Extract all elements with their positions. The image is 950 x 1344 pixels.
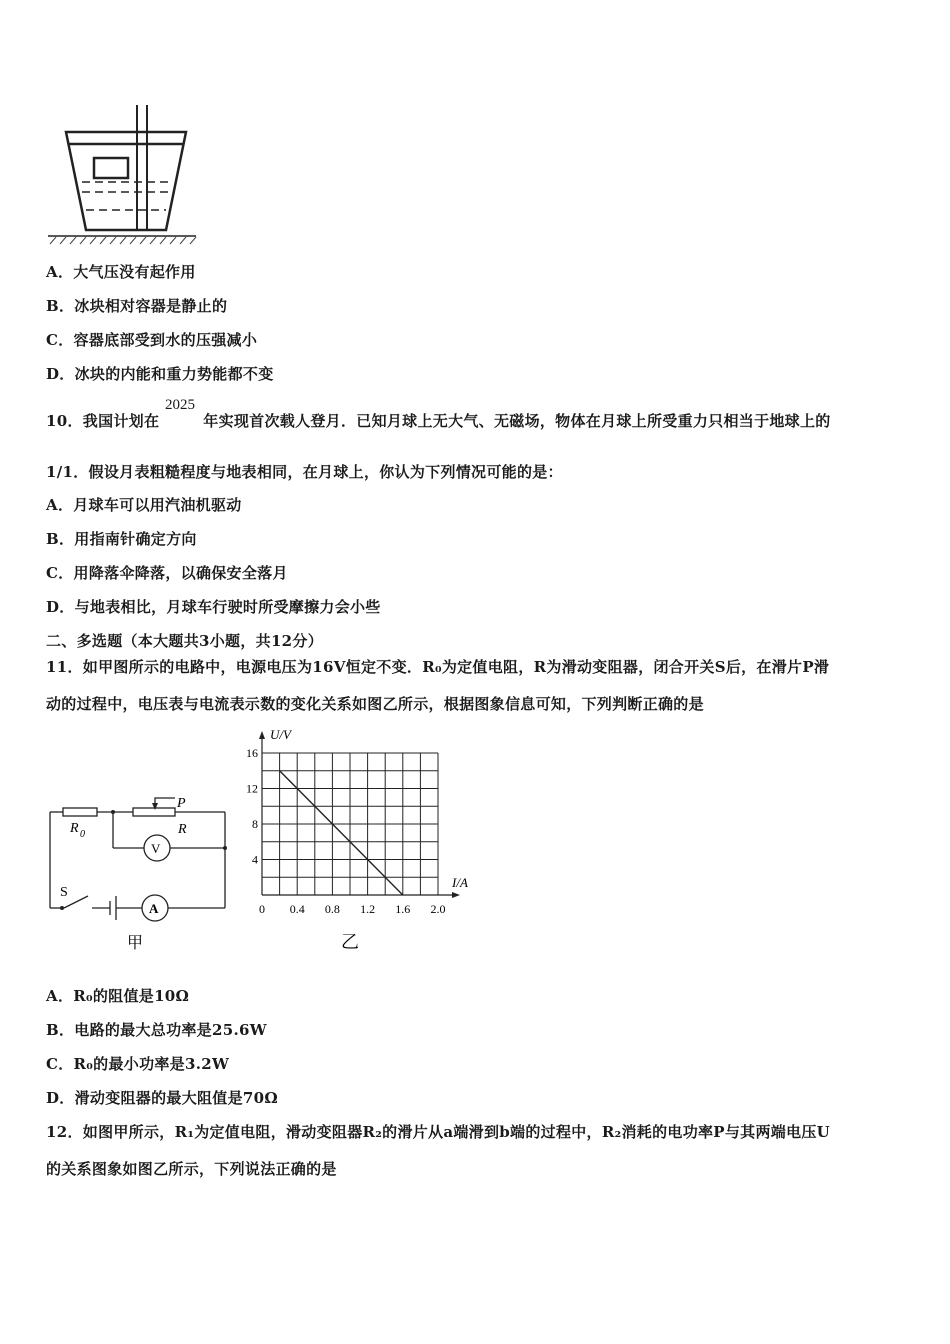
x-tick-label: 0.8 [324, 902, 340, 916]
q11-option-c: C．R₀的最小功率是3.2W [46, 1055, 230, 1073]
circuit-caption: 甲 [127, 935, 144, 952]
u-i-chart [230, 725, 480, 955]
q11-option-d: D．滑动变阻器的最大阻值是70Ω [46, 1089, 279, 1107]
q10-year: 2025 [165, 397, 195, 413]
r0-label: R [70, 821, 79, 836]
q9-option-a: A．大气压没有起作用 [46, 263, 196, 281]
q10-stem-prefix: 10．我国计划在 [46, 412, 160, 430]
q10-option-c: C．用降落伞降落，以确保安全落月 [46, 564, 288, 582]
y-tick-label: 4 [252, 852, 258, 867]
q11-stem-line1: 11．如甲图所示的电路中，电源电压为16V恒定不变．R₀为定值电阻，R为滑动变阻器，闭合开关S后，在滑片P滑 [46, 658, 830, 676]
y-tick-label: 12 [246, 781, 258, 796]
x-tick-label: 2.0 [430, 902, 446, 916]
q10-stem-suffix: 年实现首次载人登月．已知月球上无大气、无磁场，物体在月球上所受重力只相当于地球上的 [203, 412, 831, 430]
series-line [280, 771, 403, 895]
y-axis-arrow [259, 731, 265, 739]
ammeter-label: A [149, 901, 159, 916]
q11-option-b: B．电路的最大总功率是25.6W [46, 1021, 267, 1039]
y-tick-label: 16 [246, 746, 258, 760]
q9-option-b: B．冰块相对容器是静止的 [46, 297, 228, 315]
q10-stem-line1 [46, 410, 831, 431]
x-tick-label: 0 [259, 902, 265, 916]
x-tick-label: 1.2 [360, 902, 376, 916]
y-tick-label: 8 [252, 817, 258, 831]
q10-option-d: D．与地表相比，月球车行驶时所受摩擦力会小些 [46, 598, 381, 616]
slider-label: P [177, 796, 186, 811]
x-axis-label: I/A [452, 875, 468, 890]
q11-stem-line2: 动的过程中，电压表与电流表示数的变化关系如图乙所示，根据图象信息可知，下列判断正确的是 [46, 695, 704, 713]
q10-option-b: B．用指南针确定方向 [46, 530, 197, 548]
q11-option-a: A．R₀的阻值是10Ω [46, 987, 190, 1005]
q9-option-c: C．容器底部受到水的压强减小 [46, 331, 258, 349]
x-tick-label: 1.6 [395, 902, 411, 916]
q9-option-d: D．冰块的内能和重力势能都不变 [46, 365, 274, 383]
circuit-diagram [40, 790, 240, 955]
x-axis-arrow [452, 892, 460, 898]
x-tick-label: 0.4 [289, 902, 305, 916]
q10-option-a: A．月球车可以用汽油机驱动 [46, 496, 242, 514]
y-axis-label: U/V [270, 727, 291, 742]
beaker-figure [46, 100, 206, 245]
chart-caption: 乙 [341, 932, 359, 952]
q10-stem-line2: 1/1．假设月表粗糙程度与地表相同，在月球上，你认为下列情况可能的是： [46, 463, 563, 481]
q12-stem-line1: 12．如图甲所示，R₁为定值电阻，滑动变阻器R₂的滑片从a端滑到b端的过程中，R₂消耗的电功率P与其两端电压U [46, 1123, 831, 1141]
section-heading: 二、多选题（本大题共3小题，共12分） [46, 632, 324, 650]
voltmeter-label: V [151, 841, 161, 856]
r0-sub: 0 [80, 829, 85, 840]
switch-label: S [60, 885, 68, 900]
q12-stem-line2: 的关系图象如图乙所示，下列说法正确的是 [46, 1160, 337, 1178]
rheostat-label: R [178, 822, 187, 837]
